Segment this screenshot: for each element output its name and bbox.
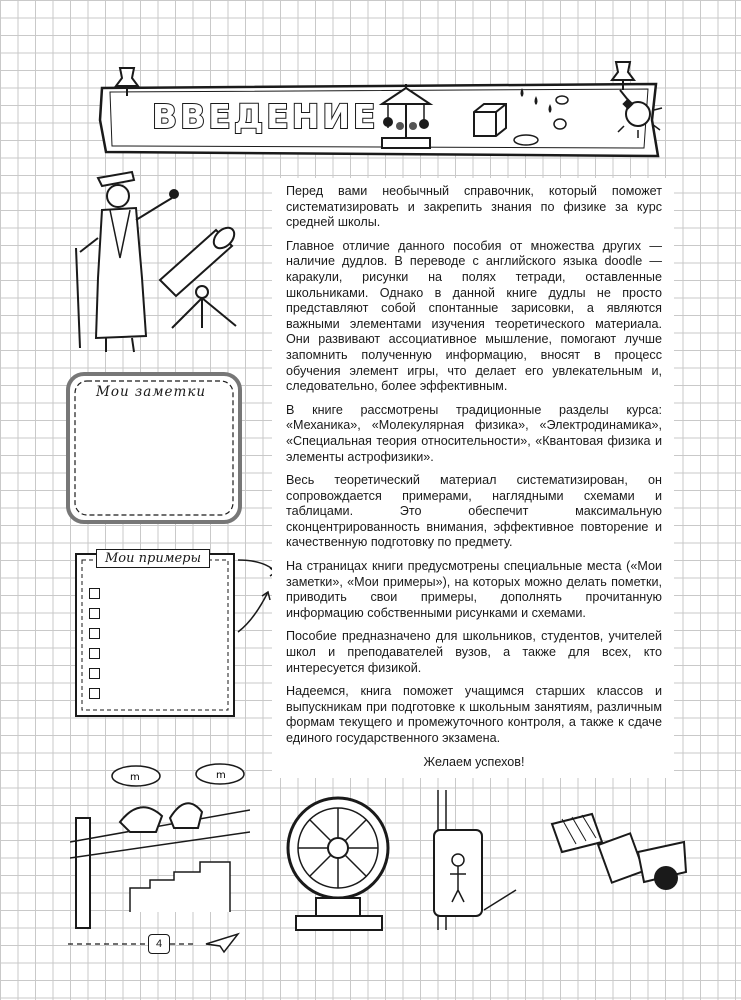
pushpin-icon xyxy=(112,64,142,98)
paragraph: Пособие предназначено для школьников, студентов, учителей школ и преподавателей вузов, а также для всех, кто интересуется физикой. xyxy=(286,629,662,675)
drops-icon xyxy=(512,84,572,150)
example-checkbox[interactable] xyxy=(89,688,100,699)
example-checkbox[interactable] xyxy=(89,648,100,659)
closing-line: Желаем успехов! xyxy=(423,754,525,769)
paragraph: Перед вами необычный справочник, который поможет систематизировать и закрепить знания по физике за курс средней школы. xyxy=(286,184,662,230)
bubble-text: m xyxy=(216,770,226,781)
intro-text xyxy=(272,178,674,778)
paragraph: В книге рассмотрены традиционные разделы курса: «Механика», «Молекулярная физика», «Электродинамика», «Специальная теория относительности», «Квантовая физика и элементы астрофизики». xyxy=(286,402,662,464)
carousel-icon xyxy=(378,82,434,152)
birds-on-wire-icon xyxy=(70,762,250,932)
paper-plane-icon xyxy=(204,930,240,956)
satellite-icon xyxy=(548,812,688,904)
telescope-icon xyxy=(150,218,250,330)
paragraph: Весь теоретический материал систематизирован, он сопровождается примерами, наглядными схемами и таблицами. Это обеспечит максимальную сконцентрированность внимания, эффективное повторение и качественную подготовку по предмету. xyxy=(286,473,662,550)
elevator-icon xyxy=(424,790,520,930)
lightbulb-icon xyxy=(610,86,666,142)
example-checkbox[interactable] xyxy=(89,608,100,619)
example-checkbox[interactable] xyxy=(89,628,100,639)
wheel-machine-icon xyxy=(280,792,398,942)
paragraph: На страницах книги предусмотрены специальные места («Мои заметки», «Мои примеры»), на которых можно делать пометки, приводить свои примеры, дополнять прочитанную информацию собственными рисунками и схемами. xyxy=(286,559,662,620)
my-notes-label: Мои заметки xyxy=(96,384,207,400)
example-checkbox[interactable] xyxy=(89,588,100,599)
paragraph: Надеемся, книга поможет учащимся старших классов и выпускникам при подготовке к школьным занятиям, различным формам текущего и промежуточного контроля, а также к сдаче единого государственного экзамена. xyxy=(286,684,662,745)
page-title: ВВЕДЕНИЕ xyxy=(152,97,379,136)
page-number: 4 xyxy=(148,934,170,954)
my-examples-label: Мои примеры xyxy=(96,549,210,568)
paragraph: Главное отличие данного пособия от множества других — наличие дудлов. В переводе с английского языка doodle — каракули, рисунки на полях тетради, оставленные школьниками. Однако в данной книге дудлы не просто представляют собой спонтанные зарисовки, а являются важными элементами изучения теоретического материала. Они развивают ассоциативное мышление, помогают лучше запомнить полученную информацию, вносят в процесс обучения элемент игры, что делает его увлекательным и, следовательно, более эффективным. xyxy=(286,238,662,394)
cube-icon xyxy=(470,100,510,140)
example-checkbox[interactable] xyxy=(89,668,100,679)
bubble-text: m xyxy=(130,772,140,783)
